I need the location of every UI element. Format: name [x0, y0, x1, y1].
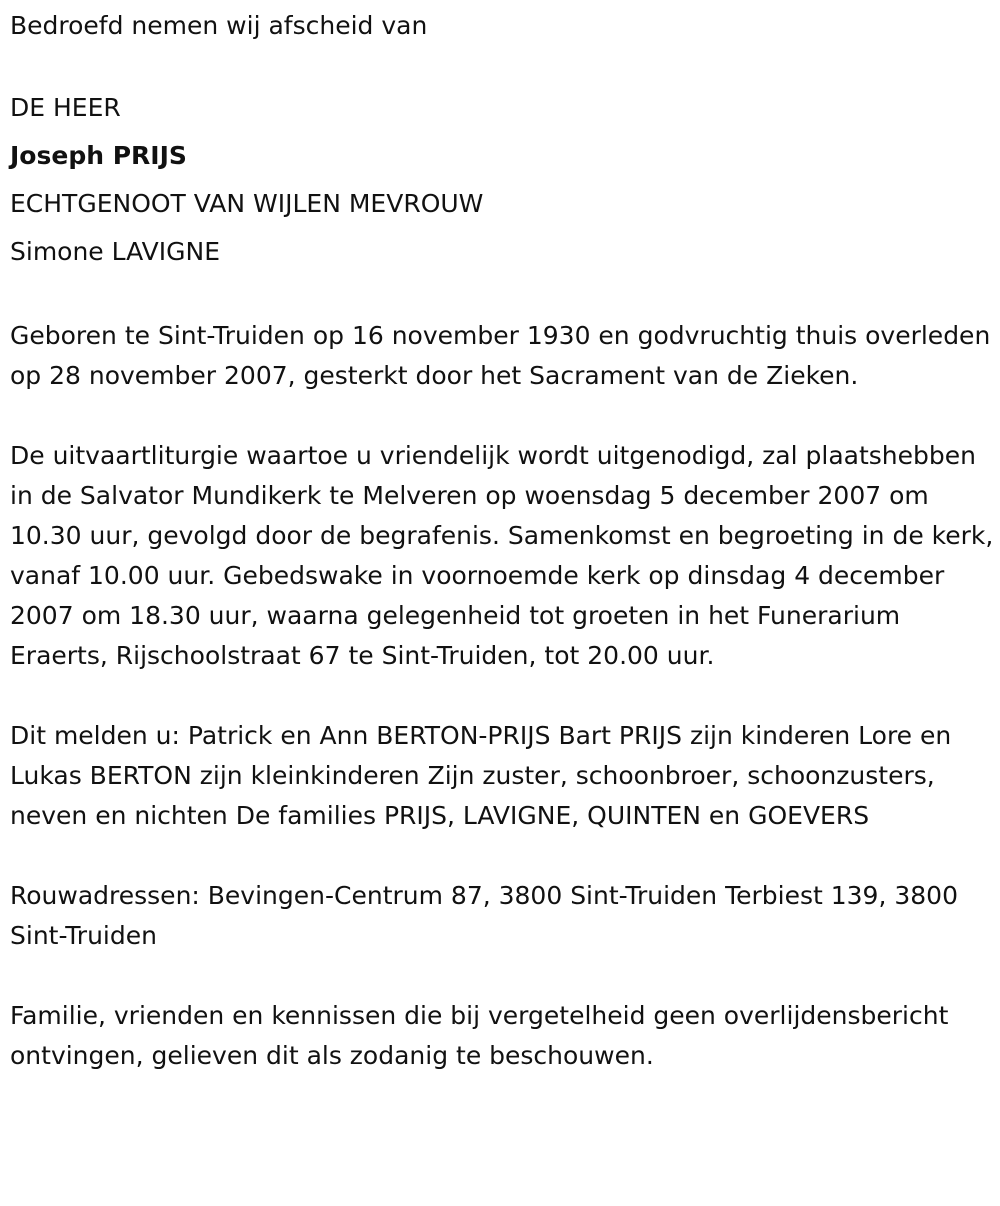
spouse-name: Simone LAVIGNE: [10, 237, 220, 266]
funeral-paragraph: De uitvaartliturgie waartoe u vriendelijk wordt uitgenodigd, zal plaatshebben in de Salvator Mundikerk te Melveren op woensdag 5 december 2007 om 10.30 uur, gevolgd door de begrafenis. Samenkomst en begroeting in de kerk, vanaf 10.00 uur. Gebedswake in voornoemde kerk op dinsdag 4 december 2007 om 18.30 uur, waarna gelegenheid tot groeten in het Funerarium Eraerts, Rijschoolstraat 67 te Sint-Truiden, tot 20.00 uur.: [10, 441, 994, 670]
intro-text: Bedroefd nemen wij afscheid van: [10, 11, 428, 40]
obituary-notice: [10, 0, 995, 1076]
deceased-name: Joseph PRIJS: [10, 141, 187, 170]
birth-death-paragraph: Geboren te Sint-Truiden op 16 november 1930 en godvruchtig thuis overleden op 28 november 2007, gesterkt door het Sacrament van de Zieken.: [10, 321, 991, 390]
announcers-paragraph: Dit melden u: Patrick en Ann BERTON-PRIJS Bart PRIJS zijn kinderen Lore en Lukas BERTON zijn kleinkinderen Zijn zuster, schoonbroer, schoonzusters, neven en nichten De families PRIJS, LAVIGNE, QUINTEN en GOEVERS: [10, 721, 952, 830]
spouse-label: ECHTGENOOT VAN WIJLEN MEVROUW: [10, 189, 484, 218]
closing-paragraph: Familie, vrienden en kennissen die bij vergetelheid geen overlijdensbericht ontvingen, gelieven dit als zodanig te beschouwen.: [10, 1001, 949, 1070]
title-text: DE HEER: [10, 93, 121, 122]
addresses-paragraph: Rouwadressen: Bevingen-Centrum 87, 3800 Sint-Truiden Terbiest 139, 3800 Sint-Truiden: [10, 881, 958, 950]
